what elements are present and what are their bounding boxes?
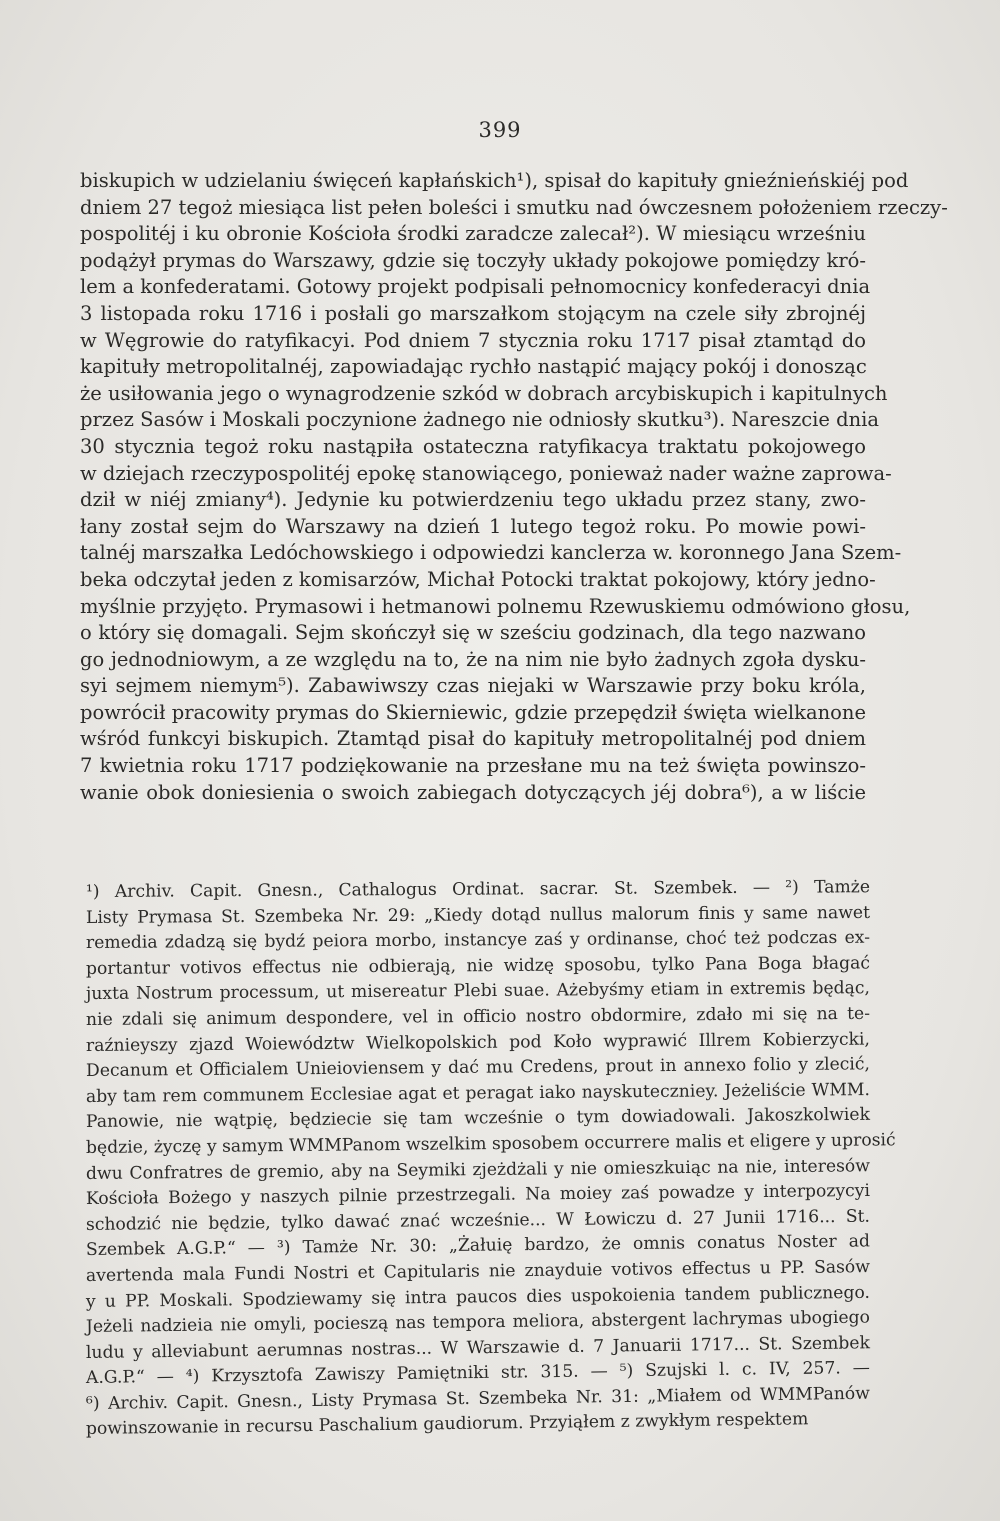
footnote-line: Jeżeli nadzieia nie omyli, pocieszą nas tempora meliora, abstergent lachrymas ubogiego bbox=[85, 1307, 871, 1338]
body-line: w Węgrowie do ratyfikacyi. Pod dniem 7 stycznia roku 1717 pisał ztamtąd do bbox=[80, 328, 866, 352]
footnote-line: dwu Confratres de gremio, aby na Seymiki zjeżdżali y nie omieszkuiąc na nie, interesów bbox=[85, 1155, 871, 1184]
body-line: 30 stycznia tegoż roku nastąpiła ostateczna ratyfikacya traktatu pokojowego bbox=[80, 434, 866, 458]
body-line: lem a konfederatami. Gotowy projekt podpisali pełnomocnicy konfederacyi dnia bbox=[80, 275, 871, 299]
body-line: biskupich w udzielaniu święceń kapłańskich¹), spisał do kapituły gnieźnieńskiéj pod bbox=[80, 169, 909, 192]
footnote-line: portantur votivos effectus nie odbierają, nie widzę sposobu, tylko Pana Boga błagać bbox=[85, 953, 871, 979]
body-line: że usiłowania jego o wynagrodzenie szkód w dobrach arcybiskupich i kapitulnych bbox=[80, 381, 888, 405]
footnote-line: aby tam rem communem Ecclesiae agat et peragat iako nayskuteczniey. Jeżeliście WMM. bbox=[85, 1079, 871, 1107]
footnote-line: Szembek A.G.P.“ — ³) Tamże Nr. 30: „Żałuię bardzo, że omnis conatus Noster ad bbox=[85, 1231, 871, 1261]
body-line: podążył prymas do Warszawy, gdzie się toczyły układy pokojowe pomiędzy kró- bbox=[80, 248, 866, 272]
footnote-line: ¹) Archiv. Capit. Gnesn., Cathalogus Ordinat. sacrar. St. Szembek. — ²) Tamże bbox=[85, 877, 871, 902]
footnote-line: Kościoła Bożego y naszych pilnie przestrzegali. Na moiey zaś powadze y interpozycyi bbox=[85, 1181, 871, 1210]
footnote-line: raźnieyszy zjazd Woiewództw Wielkopolskich pod Koło wyprawić Illrem Kobierzycki, bbox=[85, 1029, 871, 1056]
body-line: dniem 27 tegoż miesiąca list pełen boleści i smutku nad ówczesnem położeniem rzeczy- bbox=[80, 195, 948, 219]
body-line: przez Sasów i Moskali poczynione żadnego nie odniosły skutku³). Nareszcie dnia bbox=[80, 408, 880, 432]
footnote-line: powinszowanie in recursu Paschalium gaudiorum. Przyiąłem z zwykłym respektem bbox=[85, 1409, 809, 1440]
body-line: 3 listopada roku 1716 i posłali go marszałkom stojącym na czele siły zbrojnéj bbox=[80, 301, 866, 325]
body-line: 7 kwietnia roku 1717 podziękowanie na przesłane mu na też święta powinszo- bbox=[80, 754, 866, 778]
body-line: kapituły metropolitalnéj, zapowiadając rychło nastąpić mający pokój i donosząc bbox=[80, 355, 867, 379]
footnote-line: y u PP. Moskali. Spodziewamy się intra paucos dies uspokoienia tandem publicznego. bbox=[85, 1282, 871, 1312]
footnotes bbox=[85, 877, 896, 1443]
body-line: myślnie przyjęto. Prymasowi i hetmanowi polnemu Rzewuskiemu odmówiono głosu, bbox=[80, 594, 911, 618]
body-line: wanie obok doniesienia o swoich zabiegach dotyczących jéj dobra⁶), a w liście bbox=[80, 780, 866, 804]
page-number: 399 bbox=[478, 118, 522, 142]
body-line: łany został sejm do Warszawy na dzień 1 lutego tegoż roku. Po mowie powi- bbox=[80, 514, 866, 538]
body-line: beka odczytał jeden z komisarzów, Michał Potocki traktat pokojowy, który jedno- bbox=[80, 567, 876, 591]
body-line: dził w niéj zmiany⁴). Jedynie ku potwierdzeniu tego układu przez stany, zwo- bbox=[80, 488, 866, 512]
footnote-line: A.G.P.“ — ⁴) Krzysztofa Zawiszy Pamiętniki str. 315. — ⁵) Szujski l. c. IV, 257. — bbox=[85, 1358, 871, 1389]
footnote-line: Decanum et Officialem Unieioviensem y dać mu Credens, prout in annexo folio y zlecić, bbox=[85, 1054, 871, 1082]
footnote-line: avertenda mala Fundi Nostri et Capitularis nie znayduie votivos effectus u PP. Sasów bbox=[85, 1257, 871, 1286]
body-line: wśród funkcyi biskupich. Ztamtąd pisał do kapituły metropolitalnéj pod dniem bbox=[80, 727, 866, 751]
footnote-line: remedia zdadzą się bydź peiora morbo, instancye zaś y ordinanse, choć też podczas ex- bbox=[85, 927, 871, 954]
body-line: w dziejach rzeczypospolitéj epokę stanowiącego, ponieważ nader ważne zaprowa- bbox=[80, 461, 892, 485]
body-line: talnéj marszałka Ledóchowskiego i odpowiedzi kanclerza w. koronnego Jana Szem- bbox=[80, 541, 902, 565]
body-line: powrócił pracowity prymas do Skierniewic, gdzie przepędził święta wielkanone bbox=[80, 700, 866, 724]
footnote-line: ludu y alleviabunt aerumnas nostras... W Warszawie d. 7 Januarii 1717... St. Szembek bbox=[85, 1332, 871, 1363]
footnote-line: schodzić nie będzie, tylko dawać znać wcześnie... W Łowiczu d. 27 Junii 1716... St. bbox=[85, 1206, 871, 1235]
body-line: pospolitéj i ku obronie Kościoła środki zaradcze zalecał²). W miesiącu wrześniu bbox=[80, 222, 866, 246]
body-line: o który się domagali. Sejm skończył się w sześciu godzinach, dla tego nazwano bbox=[80, 621, 866, 645]
body-text bbox=[80, 168, 948, 806]
body-line: go jednodniowym, a ze względu na to, że na nim nie było żadnych zgoła dysku- bbox=[80, 647, 866, 671]
body-line: syi sejmem niemym⁵). Zabawiwszy czas niejaki w Warszawie przy boku króla, bbox=[80, 674, 866, 698]
footnote-line: ⁶) Archiv. Capit. Gnesn., Listy Prymasa St. Szembeka Nr. 31: „Miałem od WMMPanów bbox=[85, 1383, 871, 1414]
footnote-line: będzie, życzę y samym WMMPanom wszelkim sposobem occurrere malis et eligere y uprosić bbox=[85, 1130, 896, 1158]
footnote-line: Panowie, nie wątpię, będziecie się tam wcześnie o tym dowiadowali. Jakoszkolwiek bbox=[85, 1105, 871, 1133]
footnote-line: juxta Nostrum processum, ut misereatur Plebi suae. Ażebyśmy etiam in extremis będąc, bbox=[85, 978, 871, 1005]
footnote-line: nie zdali się animum despondere, vel in officio nostro obdormire, zdało mi się na te- bbox=[85, 1003, 871, 1030]
footnote-line: Listy Prymasa St. Szembeka Nr. 29: „Kiedy dotąd nullus malorum finis y same nawet bbox=[85, 902, 871, 928]
